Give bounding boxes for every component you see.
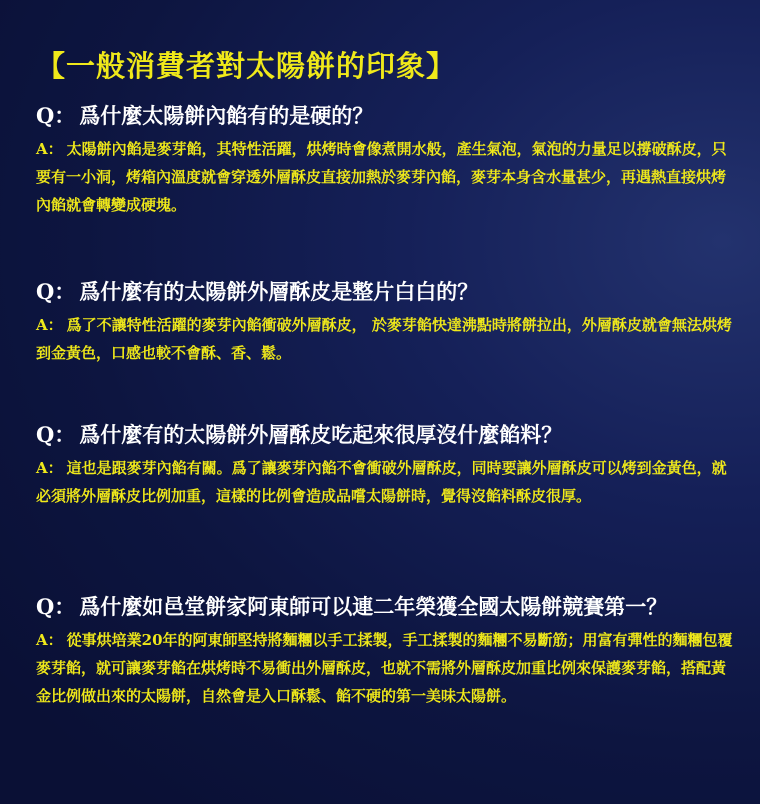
answer-2 (36, 311, 736, 367)
qa-block-2 (36, 277, 736, 367)
page-title: 【一般消費者對太陽餅的印象】 (36, 49, 457, 83)
question-prefix: Q： (36, 103, 76, 128)
qa-block-4 (36, 592, 736, 710)
question-prefix: Q： (36, 594, 76, 619)
question-4 (36, 592, 736, 622)
question-text: 爲什麼如邑堂餅家阿東師可以連二年榮獲全國太陽餅競賽第一？ (79, 594, 668, 619)
answer-prefix: A： (36, 631, 63, 649)
question-text: 爲什麼有的太陽餅外層酥皮是整片白白的？ (79, 279, 479, 304)
qa-block-3 (36, 420, 736, 510)
answer-1 (36, 135, 736, 219)
answer-text: 爲了不讓特性活躍的麥芽內餡衝破外層酥皮， 於麥芽餡快達沸點時將餅拉出，外層酥皮就會無法烘烤到金黃色，口感也較不會酥、香、鬆。 (36, 316, 732, 362)
question-text: 爲什麼太陽餅內餡有的是硬的？ (79, 103, 374, 128)
answer-text: 太陽餅內餡是麥芽餡，其特性活躍，烘烤時會像煮開水般，產生氣泡，氣泡的力量足以撐破酥皮，只要有一小洞，烤箱內溫度就會穿透外層酥皮直接加熱於麥芽內餡，麥芽本身含水量甚少，再遇熱直接烘烤內餡就會轉變成硬塊。 (36, 140, 727, 214)
question-2 (36, 277, 736, 307)
question-1 (36, 101, 736, 131)
answer-prefix: A： (36, 459, 63, 477)
answer-text: 這也是跟麥芽內餡有關。爲了讓麥芽內餡不會衝破外層酥皮，同時要讓外層酥皮可以烤到金黃色，就必須將外層酥皮比例加重，這樣的比例會造成品嚐太陽餅時，覺得沒餡料酥皮很厚。 (36, 459, 727, 505)
qa-block-1 (36, 101, 736, 219)
question-text: 爲什麼有的太陽餅外層酥皮吃起來很厚沒什麼餡料？ (79, 422, 563, 447)
answer-prefix: A： (36, 140, 63, 158)
question-3 (36, 420, 736, 450)
answer-4 (36, 626, 736, 710)
question-prefix: Q： (36, 422, 76, 447)
answer-prefix: A： (36, 316, 63, 334)
question-prefix: Q： (36, 279, 76, 304)
answer-text: 從事烘培業20年的阿東師堅持將麵糰以手工揉製，手工揉製的麵糰不易斷筋；用富有彈性的麵糰包覆麥芽餡，就可讓麥芽餡在烘烤時不易衝出外層酥皮，也就不需將外層酥皮加重比例來保護麥芽餡，搭配黃金比例做出來的太陽餅，自然會是入口酥鬆、餡不硬的第一美味太陽餅。 (36, 631, 733, 705)
answer-3 (36, 454, 736, 510)
